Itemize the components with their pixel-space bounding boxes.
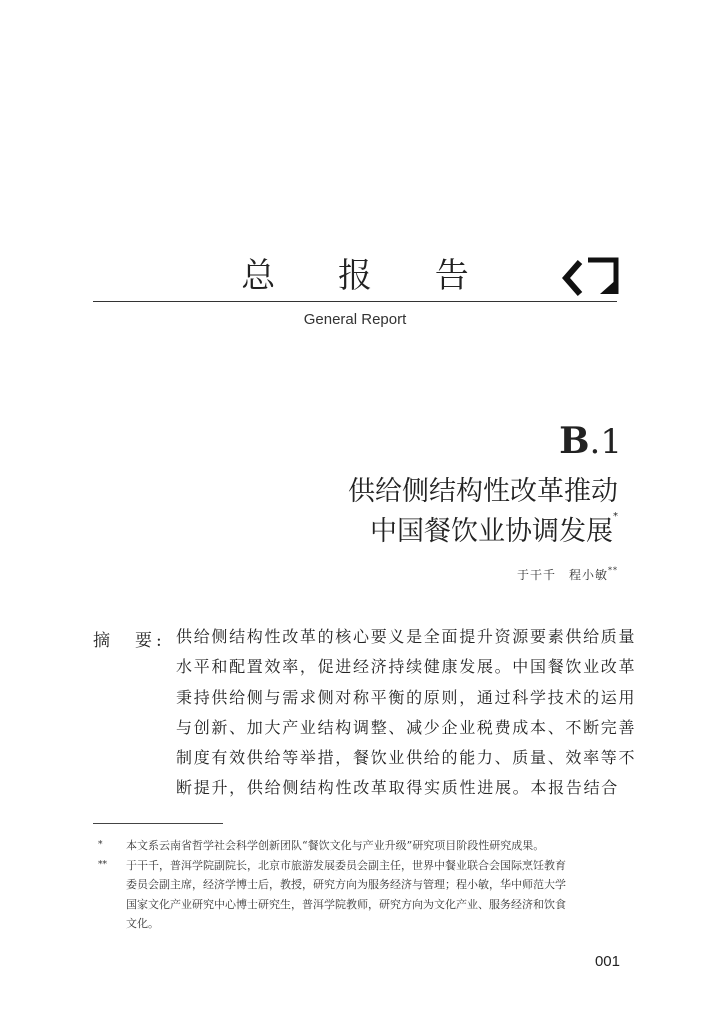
abstract-label: 摘 要: — [93, 631, 166, 651]
author-names: 于干千 程小敏 — [516, 568, 608, 582]
title-footnote-mark: * — [613, 511, 618, 522]
chapter-digit: .1 — [589, 422, 622, 462]
footnote-line: 委员会副主席，经济学博士后，教授，研究方向为服务经济与管理；程小敏，华中师范大学 — [126, 878, 566, 891]
footnote-line: 文化。 — [126, 917, 159, 930]
authors — [517, 566, 618, 583]
footnote-mark: ** — [98, 859, 107, 870]
footnote-rule — [93, 823, 223, 824]
footnote — [98, 836, 620, 856]
abstract-line: 制度有效供给等举措，餐饮业供给的能力、质量、效率等不 — [176, 748, 637, 768]
article-title-line2 — [370, 509, 618, 548]
abstract-line: 与创新、加大产业结构调整、减少企业税费成本、不断完善 — [176, 717, 637, 737]
abstract-line: 断提升，供给侧结构性改革取得实质性进展。本报告结合 — [176, 778, 619, 798]
footnote-line: 国家文化产业研究中心博士研究生，普洱学院教师，研究方向为文化产业、服务经济和饮食 — [126, 897, 566, 911]
footnote-line: 于干千，普洱学院副院长，北京市旅游发展委员会副主任，世界中餐业联合会国际烹饪教育 — [126, 858, 566, 872]
abstract-line: 水平和配置效率，促进经济持续健康发展。中国餐饮业改革 — [176, 657, 637, 677]
footnote-mark: * — [98, 840, 103, 850]
footnote — [98, 856, 620, 934]
abstract-line: 供给侧结构性改革的核心要义是全面提升资源要素供给质量 — [176, 627, 637, 646]
section-title-rule — [93, 301, 617, 302]
author-footnote-mark: ** — [608, 566, 618, 575]
abstract-body — [176, 622, 637, 804]
footnotes — [98, 836, 620, 934]
chapter-number — [559, 420, 622, 462]
abstract-line: 秉持供给侧与需求侧对称平衡的原则，通过科学技术的运用 — [176, 687, 637, 707]
article-title-text: 中国餐饮业协调发展 — [370, 516, 613, 547]
footnote-line: 本文系云南省哲学社会科学创新团队“餐饮文化与产业升级”研究项目阶段性研究成果。 — [126, 839, 545, 852]
article-title-line1: 供给侧结构性改革推动 — [348, 476, 618, 507]
corner-arrow-icon — [560, 254, 624, 304]
page-number: 001 — [594, 953, 620, 970]
section-title: 总 报 告 — [241, 256, 495, 296]
chapter-letter: B — [559, 420, 590, 462]
section-subtitle: General Report — [303, 311, 407, 328]
